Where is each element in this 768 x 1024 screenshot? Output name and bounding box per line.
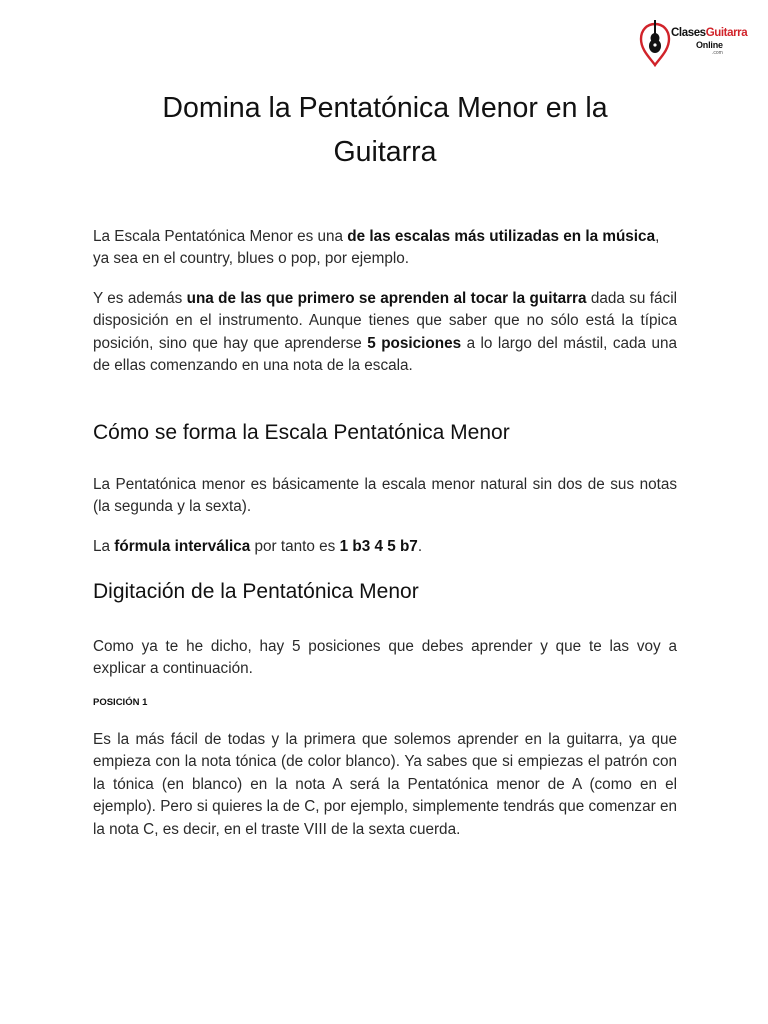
fingering-paragraph-2: Es la más fácil de todas y la primera que solemos aprender en la guitarra, ya que empieza con la nota tónica (de color blanco). Ya sabes que si empiezas el patrón con la tónica (en blanco) en la nota A será la Pentatónica menor de A (como en el ejemplo). Pero si quieres la de C, por ejemplo, simplemente tendrás que comenzar en la nota C, es decir, en el traste VIII de la sexta cuerda. (93, 731, 677, 838)
bold-run: fórmula interválica (114, 538, 251, 555)
logo-subtitle: Online (696, 40, 723, 50)
clasesguitarra-logo (638, 18, 748, 68)
text-run: , ya sea en el country, blues o pop, por ejemplo. (93, 228, 660, 268)
text-run: . (417, 538, 423, 555)
logo-tld: .com (712, 50, 723, 56)
intro-paragraph-1 (93, 226, 677, 271)
position-label: POSICIÓN 1 (93, 697, 148, 708)
bold-run: de las escalas más utilizadas en la música (347, 228, 656, 245)
intro-paragraph-2 (93, 288, 677, 378)
text-run: por tanto es (250, 538, 340, 555)
page-title (60, 86, 710, 174)
text-run: La Escala Pentatónica Menor es una (93, 228, 348, 245)
formation-paragraph-2 (93, 536, 677, 558)
text-run: dada su fácil disposición en el instrumento. Aunque tienes que saber que no sólo está la típica posición, sino que hay que aprenderse (93, 290, 677, 352)
text-run: La (93, 538, 115, 555)
text-run: a lo largo del mástil, cada una de ellas comenzando en una nota de la escala. (93, 334, 678, 375)
fingering-paragraph-1: Como ya te he dicho, hay 5 posiciones que debes aprender y que te las voy a explicar a continuación. (93, 638, 677, 678)
bold-run: una de las que primero se aprenden al tocar la guitarra (186, 290, 587, 307)
text-run: Y es además (93, 290, 187, 307)
formation-paragraph-1: La Pentatónica menor es básicamente la escala menor natural sin dos de sus notas (la segunda y la sexta). (93, 476, 677, 516)
logo-brand-text: ClasesGuitarra (671, 27, 748, 39)
bold-run: 5 posiciones (367, 334, 462, 352)
section-heading-formation: Cómo se forma la Escala Pentatónica Menor (93, 421, 510, 444)
guitar-pin-icon (638, 18, 672, 68)
title-line-1: Domina la Pentatónica Menor en la (162, 92, 608, 124)
section-heading-fingering: Digitación de la Pentatónica Menor (93, 580, 419, 603)
bold-run: 1 b3 4 5 b7 (339, 538, 418, 555)
title-line-2: Guitarra (333, 136, 437, 168)
